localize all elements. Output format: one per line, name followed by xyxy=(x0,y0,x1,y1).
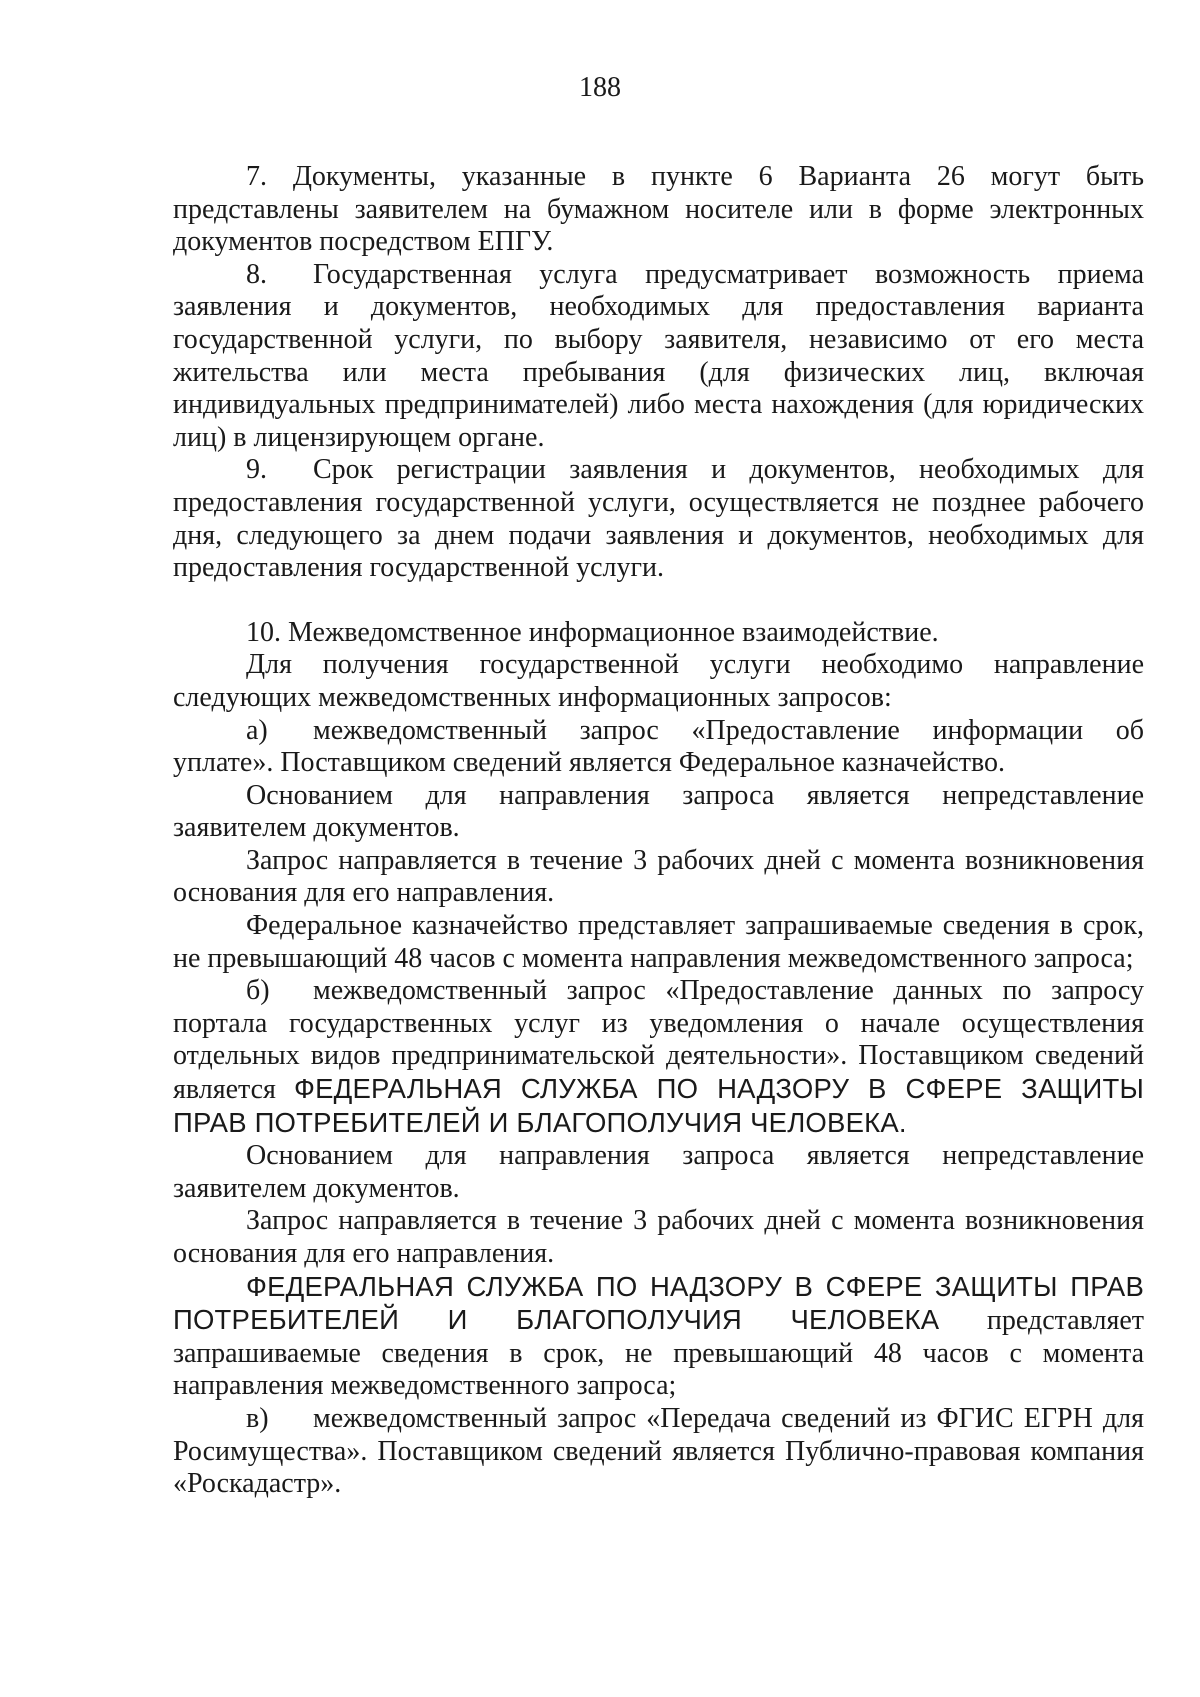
item-a-response: Федеральное казначейство представляет запрашиваемые сведения в срок, не превышающий 48 часов с момента направления межведомственного запроса; xyxy=(173,910,1144,974)
item-b-response xyxy=(173,1271,1144,1403)
paragraph-9-text: Срок регистрации заявления и документов, необходимых для предоставления государственной услуги, осуществляется не позднее рабочего дня, следующего за днем подачи заявления и документов, необходимых для предоставления государственной услуги. xyxy=(173,454,1144,584)
page-number: 188 xyxy=(579,72,621,103)
item-b-agency: ФЕДЕРАЛЬНАЯ СЛУЖБА ПО НАДЗОРУ В СФЕРЕ ЗАЩИТЫ ПРАВ ПОТРЕБИТЕЛЕЙ И БЛАГОПОЛУЧИЯ ЧЕЛОВЕКА. xyxy=(173,1073,1144,1138)
item-a-timing: Запрос направляется в течение 3 рабочих дней с момента возникновения основания для его направления. xyxy=(173,844,1144,909)
item-a xyxy=(173,715,1144,780)
paragraph-8 xyxy=(173,259,1144,455)
item-c-label: в) xyxy=(246,1402,269,1434)
item-c xyxy=(173,1403,1144,1501)
paragraph-9 xyxy=(173,454,1144,584)
paragraph-10-intro: Для получения государственной услуги необходимо направление следующих межведомственных информационных запросов: xyxy=(173,649,1144,713)
document-body xyxy=(173,161,1144,1501)
paragraph-10-title: 10. Межведомственное информационное взаимодействие. xyxy=(246,616,939,648)
item-b-text: межведомственный запрос «Предоставление данных по запросу портала государственных услуг из уведомления о начале осуществления отдельных видов предпринимательской деятельности». Поставщиком сведений является xyxy=(173,975,1144,1106)
paragraph-8-number: 8. xyxy=(246,258,267,290)
item-c-text: межведомственный запрос «Передача сведений из ФГИС ЕГРН для Росимущества». Поставщиком сведений является Публично-правовая компания «Роскадастр». xyxy=(173,1402,1144,1500)
paragraph-7: 7. Документы, указанные в пункте 6 Варианта 26 могут быть представлены заявителем на бумажном носителе или в форме электронных документов посредством ЕПГУ. xyxy=(173,161,1144,258)
item-b-basis: Основанием для направления запроса является непредставление заявителем документов. xyxy=(173,1140,1144,1204)
item-b-timing: Запрос направляется в течение 3 рабочих дней с момента возникновения основания для его направления. xyxy=(173,1205,1144,1269)
item-b xyxy=(173,975,1144,1140)
item-b-label: б) xyxy=(246,975,270,1007)
item-a-text: межведомственный запрос «Предоставление информации об уплате». Поставщиком сведений является Федеральное казначейство. xyxy=(173,714,1144,779)
item-b-response-agency: ФЕДЕРАЛЬНАЯ СЛУЖБА ПО НАДЗОРУ В СФЕРЕ ЗАЩИТЫ ПРАВ ПОТРЕБИТЕЛЕЙ И БЛАГОПОЛУЧИЯ ЧЕЛОВЕКА xyxy=(173,1270,1144,1336)
item-a-label: а) xyxy=(246,714,268,746)
item-b-response-text: представляет запрашиваемые сведения в срок, не превышающий 48 часов с момента направления межведомственного запроса; xyxy=(173,1305,1144,1402)
paragraph-8-text: Государственная услуга предусматривает возможность приема заявления и документов, необходимых для предоставления варианта государственной услуги, по выбору заявителя, независимо от его места жительства или места пребывания (для физических лиц, включая индивидуальных предпринимателей) либо места нахождения (для юридических лиц) в лицензирующем органе. xyxy=(173,258,1144,453)
paragraph-9-number: 9. xyxy=(246,454,267,486)
item-a-basis: Основанием для направления запроса является непредставление заявителем документов. xyxy=(173,779,1144,844)
